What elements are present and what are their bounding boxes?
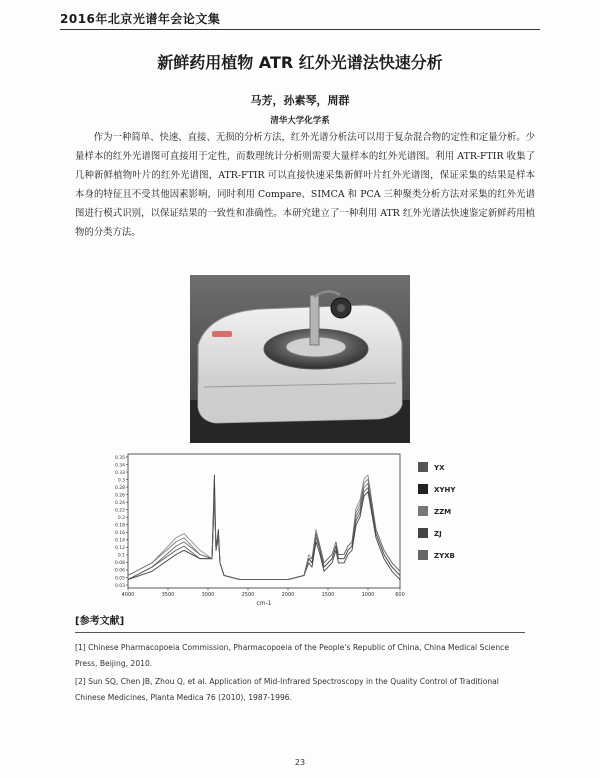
x-tick-label: 3500	[161, 592, 175, 598]
y-tick-label: 0.06	[114, 568, 125, 574]
y-tick-label: 0.18	[114, 523, 125, 529]
running-header: 2016年北京光谱年会论文集	[60, 12, 221, 26]
pressure-knob-cap	[337, 304, 345, 312]
legend-label: ZZM	[434, 508, 452, 516]
x-tick-label: 3000	[201, 592, 215, 598]
y-tick-label: 0.3	[117, 478, 125, 484]
instrument-photo	[190, 275, 410, 443]
instrument-front-panel	[198, 379, 402, 423]
abstract: 作为一种简单、快速、直接、无损的分析方法，红外光谱分析法可以用于复杂混合物的定性和定量分析。少量样本的红外光谱图可直接用于定性，而数理统计分析则需要大量样本的红外光谱图。利用 ATR-FTIR 收集了几种新鲜植物叶片的红外光谱图，ATR-FTIR 可以直接快速采集新鲜叶片红外光谱图，保证采集的结果是样本本身的特征且不受其他因素影响，同时利用 Compare、SIMCA 和 PCA 三种聚类分析方法对采集的红外光谱图进行模式识别，以保证结果的一致性和准确性。本研究建立了一种利用 ATR 红外光谱法快速鉴定新鲜药用植物的分类方法。	[75, 132, 535, 238]
series-line-zzm	[128, 475, 400, 580]
authors: 马芳，孙素琴，周群	[250, 94, 350, 107]
x-tick-label: 4000	[121, 592, 135, 598]
legend-swatch	[418, 550, 428, 560]
y-tick-label: 0.14	[114, 538, 125, 544]
pressure-arm-post	[310, 295, 319, 345]
x-tick-label: 600	[395, 592, 405, 598]
reference-item: [2] Sun SQ, Chen JB, Zhou Q, et al. Application of Mid-Infrared Spectroscopy in the Quality Control of Traditional Chinese Medicines, Planta Medica 76 (2010), 1987-1996.	[75, 677, 499, 702]
reference-item: [1] Chinese Pharmacopoeia Commission, Pharmacopoeia of the People's Republic of China, China Medical Science Press, Beijing, 2010.	[75, 643, 509, 668]
references-heading: [参考文献]	[75, 616, 125, 627]
y-tick-label: 0.24	[114, 500, 125, 506]
affiliation: 清华大学化学系	[270, 116, 330, 126]
page-number: 23	[294, 758, 306, 767]
y-tick-label: 0.03	[114, 583, 125, 589]
y-tick-label: 0.28	[114, 485, 125, 491]
legend-swatch	[418, 506, 428, 516]
series-line-xyhy	[128, 475, 400, 580]
y-tick-label: 0.35	[114, 455, 125, 461]
x-axis-label: cm-1	[256, 600, 272, 607]
y-tick-label: 0.26	[114, 493, 125, 499]
legend-label: ZJ	[434, 530, 442, 538]
legend-swatch	[418, 528, 428, 538]
x-tick-label: 1000	[361, 592, 375, 598]
x-tick-label: 2000	[281, 592, 295, 598]
y-tick-label: 0.12	[114, 546, 125, 552]
series-line-zyxb	[128, 479, 400, 579]
header-rule	[60, 29, 540, 30]
series-line-yx	[128, 483, 400, 579]
paper-title: 新鲜药用植物 ATR 红外光谱法快速分析	[157, 53, 443, 72]
legend-label: ZYXB	[434, 552, 455, 560]
plot-frame	[128, 454, 400, 588]
y-tick-label: 0.1	[117, 553, 125, 559]
indicator-light	[212, 331, 232, 337]
legend-label: YX	[434, 464, 445, 472]
legend-swatch	[418, 484, 428, 494]
y-tick-label: 0.33	[114, 470, 125, 476]
legend-swatch	[418, 462, 428, 472]
y-tick-label: 0.34	[114, 463, 125, 469]
references-rule	[75, 632, 525, 633]
x-tick-label: 2500	[241, 592, 255, 598]
legend-label: XYHY	[434, 486, 456, 494]
x-tick-label: 1500	[321, 592, 335, 598]
references-list	[75, 640, 530, 708]
ir-spectra-chart	[100, 448, 470, 608]
y-tick-label: 0.2	[117, 516, 125, 522]
y-tick-label: 0.22	[114, 508, 125, 514]
y-tick-label: 0.05	[114, 576, 125, 582]
y-tick-label: 0.08	[114, 561, 125, 567]
y-tick-label: 0.16	[114, 531, 125, 537]
